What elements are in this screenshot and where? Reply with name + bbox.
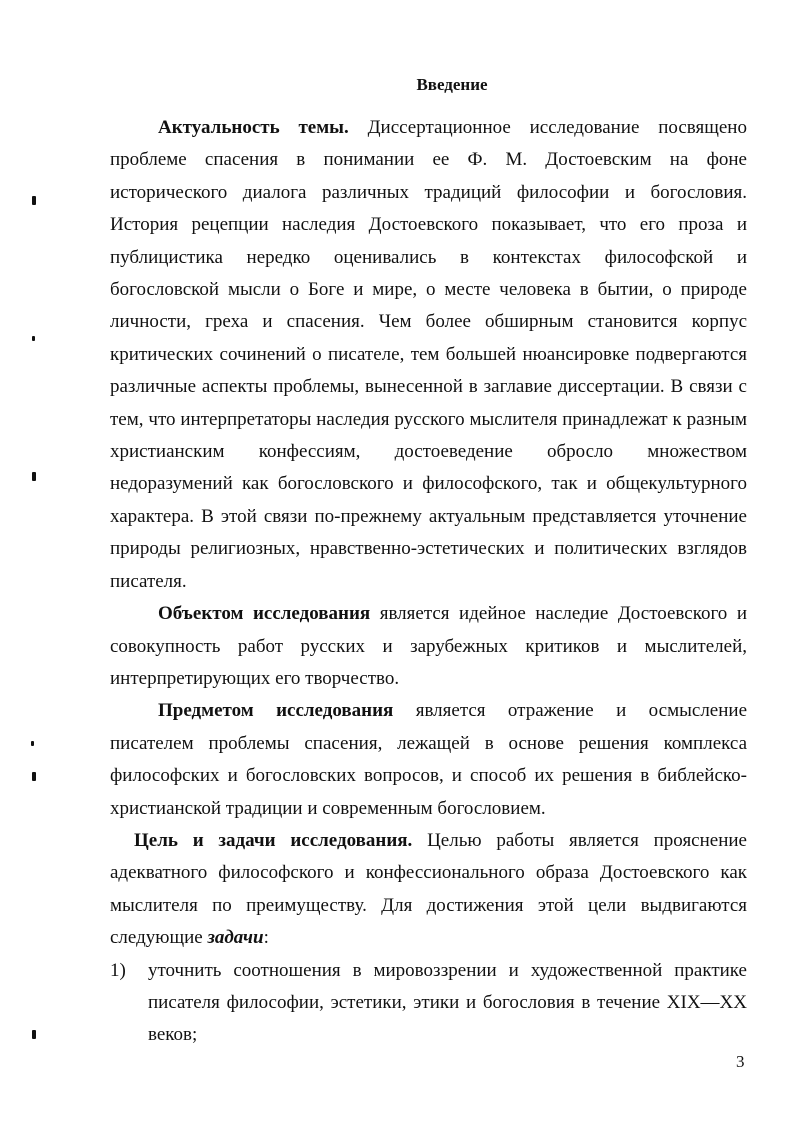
scan-mark bbox=[32, 336, 35, 341]
paragraph-lead-relevance: Актуальность темы. bbox=[158, 117, 349, 138]
scan-mark bbox=[32, 1030, 36, 1039]
scan-mark bbox=[32, 772, 36, 781]
paragraph-end-goals: : bbox=[263, 927, 269, 949]
paragraph-lead-subject: Предметом исследования bbox=[158, 700, 394, 722]
paragraph-text-subject: является отражение и осмысление писателем проблемы спасения, лежащей в основе решения комплекса философских и богословских вопросов, и способ их решения в библейско-христианской традиции и современным богословием. bbox=[110, 700, 747, 819]
paragraph-object bbox=[110, 598, 747, 695]
paragraph-text-goals: Целью работы является прояснение адекватного философского и конфессионального образа Достоевского как мыслителя по преимуществу. Для достижения этой цели выдвигаются следующие bbox=[110, 829, 747, 949]
paragraph-text-object: является идейное наследие Достоевского и совокупность работ русских и зарубежных критиков и мыслителей, интерпретирующих его творчество. bbox=[110, 603, 747, 689]
paragraph-subject bbox=[110, 695, 747, 825]
list-item bbox=[110, 955, 747, 1052]
scan-mark bbox=[31, 741, 34, 746]
paragraph-relevance bbox=[110, 112, 747, 598]
paragraph-goals bbox=[110, 825, 747, 955]
paragraph-lead-object: Объектом исследования bbox=[158, 603, 371, 625]
body-text bbox=[110, 112, 747, 1052]
scan-mark bbox=[32, 472, 36, 481]
page-title: Введение bbox=[416, 75, 488, 94]
scan-mark bbox=[32, 196, 36, 205]
page-number: 3 bbox=[736, 1052, 745, 1071]
paragraph-lead-goals: Цель и задачи исследования. bbox=[134, 829, 413, 851]
paragraph-emphasis-tasks: задачи bbox=[207, 927, 264, 949]
paragraph-text-relevance: Диссертационное исследование посвящено проблеме спасения в понимании ее Ф. М. Достоевским на фоне исторического диалога различных традиций философии и богословия. История рецепции наследия Достоевского показывает, что его проза и публицистика нередко оценивались в контекстах философской и богословской мысли о Боге и мире, о месте человека в бытии, о природе личности, греха и спасения. Чем более обширным становится корпус критических сочинений о писателе, тем большей нюансировке подвергаются различные аспекты проблемы, вынесенной в заглавие диссертации. В связи с тем, что интерпретаторы наследия русского мыслителя принадлежат к разным христианским конфессиям, достоеведение обросло множеством недоразумений как богословского и философского, так и общекультурного характера. В этой связи по-прежнему актуальным представляется уточнение природы религиозных, нравственно-эстетических и политических взглядов писателя. bbox=[110, 117, 747, 592]
list-item-number: 1) bbox=[110, 959, 126, 981]
list-item-text: уточнить соотношения в мировоззрении и художественной практике писателя философии, эстетики, этики и богословия в течение XIX—XX веков; bbox=[148, 959, 747, 1046]
